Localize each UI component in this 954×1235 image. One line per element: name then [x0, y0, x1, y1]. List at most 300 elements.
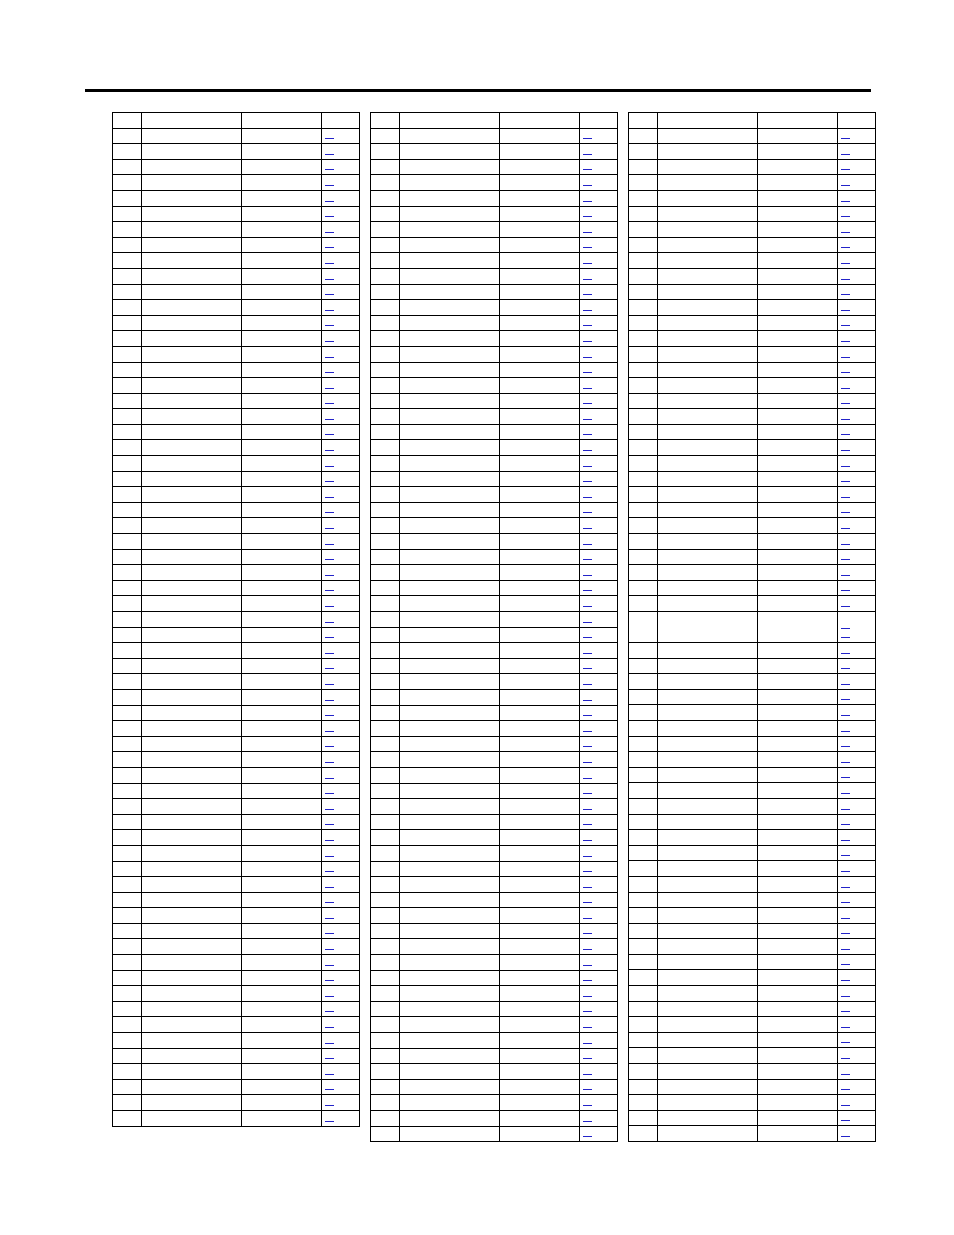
- table-row: [629, 128, 876, 144]
- table-cell: [400, 331, 500, 347]
- table-row: [629, 1001, 876, 1017]
- page-link[interactable]: [841, 809, 850, 810]
- page-link[interactable]: [841, 434, 850, 435]
- page-link[interactable]: [325, 1105, 334, 1106]
- page-link[interactable]: [583, 1027, 592, 1028]
- page-link[interactable]: [841, 310, 850, 311]
- page-link[interactable]: [325, 622, 334, 623]
- table-cell: [242, 596, 322, 612]
- page-link[interactable]: [841, 980, 850, 981]
- page-link[interactable]: [325, 1011, 334, 1012]
- page-link[interactable]: [325, 965, 334, 966]
- page-link[interactable]: [583, 684, 592, 685]
- page-link[interactable]: [841, 746, 850, 747]
- page-link[interactable]: [583, 715, 592, 716]
- page-link[interactable]: [841, 232, 850, 233]
- page-link[interactable]: [325, 793, 334, 794]
- table-cell: [838, 908, 876, 924]
- page-link[interactable]: [841, 201, 850, 202]
- page-link[interactable]: [583, 185, 592, 186]
- page-link[interactable]: [583, 778, 592, 779]
- page-link[interactable]: [325, 279, 334, 280]
- page-link[interactable]: [841, 247, 850, 248]
- table-cell: [242, 222, 322, 238]
- page-link[interactable]: [841, 403, 850, 404]
- page-link[interactable]: [841, 1011, 850, 1012]
- table-cell: [580, 1126, 618, 1142]
- page-link[interactable]: [583, 403, 592, 404]
- page-link[interactable]: [841, 684, 850, 685]
- table-cell: [242, 206, 322, 222]
- page-link[interactable]: [841, 279, 850, 280]
- page-link[interactable]: [583, 341, 592, 342]
- page-link[interactable]: [583, 980, 592, 981]
- table-cell: [838, 1048, 876, 1064]
- page-link[interactable]: [583, 154, 592, 155]
- table-row: [629, 268, 876, 284]
- page-link[interactable]: [841, 419, 850, 420]
- page-link[interactable]: [583, 294, 592, 295]
- page-link[interactable]: [325, 715, 334, 716]
- page-link[interactable]: [841, 528, 850, 529]
- page-link[interactable]: [841, 154, 850, 155]
- table-row: [113, 580, 360, 596]
- page-link[interactable]: [325, 1121, 334, 1122]
- table-row: [371, 970, 618, 986]
- page-link[interactable]: [841, 855, 850, 856]
- page-link[interactable]: [583, 949, 592, 950]
- table-row: [629, 440, 876, 456]
- page-link[interactable]: [325, 700, 334, 701]
- table-cell: [142, 190, 242, 206]
- page-link[interactable]: [325, 637, 334, 638]
- table-row: [113, 362, 360, 378]
- page-link[interactable]: [325, 434, 334, 435]
- page-link[interactable]: [841, 481, 850, 482]
- page-link[interactable]: [325, 169, 334, 170]
- page-link[interactable]: [583, 887, 592, 888]
- page-link[interactable]: [325, 544, 334, 545]
- page-link[interactable]: [325, 668, 334, 669]
- page-link[interactable]: [325, 450, 334, 451]
- page-link[interactable]: [325, 887, 334, 888]
- page-link[interactable]: [325, 357, 334, 358]
- page-link[interactable]: [841, 668, 850, 669]
- page-link[interactable]: [325, 902, 334, 903]
- page-link[interactable]: [841, 263, 850, 264]
- table-cell: [838, 284, 876, 300]
- page-link[interactable]: [325, 232, 334, 233]
- page-link[interactable]: [583, 325, 592, 326]
- page-link[interactable]: [583, 933, 592, 934]
- page-link[interactable]: [841, 996, 850, 997]
- table-cell: [242, 424, 322, 440]
- page-link[interactable]: [841, 653, 850, 654]
- table-cell: [371, 658, 400, 674]
- page-link[interactable]: [583, 793, 592, 794]
- page-link[interactable]: [325, 325, 334, 326]
- page-link[interactable]: [583, 434, 592, 435]
- page-link[interactable]: [841, 918, 850, 919]
- table-cell: [580, 689, 618, 705]
- table-cell: [658, 190, 758, 206]
- page-link[interactable]: [583, 372, 592, 373]
- page-link[interactable]: [841, 1074, 850, 1075]
- page-link[interactable]: [325, 856, 334, 857]
- page-link[interactable]: [841, 1136, 850, 1137]
- page-link[interactable]: [583, 762, 592, 763]
- page-link[interactable]: [325, 824, 334, 825]
- page-link[interactable]: [841, 512, 850, 513]
- table-cell: [758, 284, 838, 300]
- page-link[interactable]: [325, 185, 334, 186]
- page-link[interactable]: [841, 887, 850, 888]
- page-link[interactable]: [583, 1011, 592, 1012]
- table-row: [371, 627, 618, 643]
- page-link[interactable]: [583, 902, 592, 903]
- page-link[interactable]: [841, 840, 850, 841]
- page-link[interactable]: [583, 871, 592, 872]
- page-link[interactable]: [583, 637, 592, 638]
- page-link[interactable]: [325, 263, 334, 264]
- page-link[interactable]: [325, 762, 334, 763]
- page-link[interactable]: [325, 247, 334, 248]
- page-link[interactable]: [325, 918, 334, 919]
- table-row: [113, 689, 360, 705]
- page-link[interactable]: [583, 279, 592, 280]
- page-link[interactable]: [583, 590, 592, 591]
- table-row: [113, 1111, 360, 1127]
- page-link[interactable]: [841, 715, 850, 716]
- table-row: [113, 331, 360, 347]
- page-link[interactable]: [583, 1121, 592, 1122]
- table-cell: [242, 440, 322, 456]
- table-cell: [371, 237, 400, 253]
- page-link[interactable]: [841, 357, 850, 358]
- page-link[interactable]: [841, 294, 850, 295]
- table-cell: [658, 471, 758, 487]
- page-link[interactable]: [583, 1058, 592, 1059]
- table-row: [629, 113, 876, 129]
- table-cell: [758, 752, 838, 768]
- page-link[interactable]: [325, 653, 334, 654]
- page-link[interactable]: [583, 1089, 592, 1090]
- page-link[interactable]: [583, 1105, 592, 1106]
- table-cell: [580, 674, 618, 690]
- page-link[interactable]: [325, 809, 334, 810]
- page-link[interactable]: [583, 466, 592, 467]
- page-link[interactable]: [325, 746, 334, 747]
- table-cell: [500, 284, 580, 300]
- table-cell: [500, 456, 580, 472]
- page-link[interactable]: [841, 949, 850, 950]
- page-link[interactable]: [583, 201, 592, 202]
- page-link[interactable]: [841, 138, 850, 139]
- table-cell: [322, 518, 360, 534]
- table-cell: [242, 1001, 322, 1017]
- page-link[interactable]: [583, 1136, 592, 1137]
- page-link[interactable]: [325, 310, 334, 311]
- table-cell: [658, 720, 758, 736]
- page-link[interactable]: [583, 481, 592, 482]
- page-link[interactable]: [841, 590, 850, 591]
- page-link[interactable]: [325, 980, 334, 981]
- table-cell: [371, 1017, 400, 1033]
- page-link[interactable]: [325, 559, 334, 560]
- table-row: [629, 674, 876, 690]
- table-row: [371, 409, 618, 425]
- table-cell: [371, 565, 400, 581]
- page-link[interactable]: [841, 185, 850, 186]
- page-link[interactable]: [325, 933, 334, 934]
- page-link[interactable]: [583, 310, 592, 311]
- page-link[interactable]: [841, 824, 850, 825]
- page-link[interactable]: [841, 388, 850, 389]
- table-cell: [758, 689, 838, 705]
- page-link[interactable]: [583, 606, 592, 607]
- table-row: [371, 1095, 618, 1111]
- page-link[interactable]: [325, 1058, 334, 1059]
- page-link[interactable]: [583, 247, 592, 248]
- page-link[interactable]: [841, 762, 850, 763]
- table-cell: [113, 502, 142, 518]
- table-cell: [758, 954, 838, 970]
- page-link[interactable]: [325, 840, 334, 841]
- table-cell: [629, 315, 658, 331]
- table-cell: [838, 346, 876, 362]
- page-link[interactable]: [841, 699, 850, 700]
- table-cell: [400, 128, 500, 144]
- table-cell: [758, 845, 838, 861]
- page-link[interactable]: [841, 169, 850, 170]
- page-link[interactable]: [325, 606, 334, 607]
- page-link[interactable]: [841, 1027, 850, 1028]
- table-cell: [500, 627, 580, 643]
- page-link[interactable]: [583, 746, 592, 747]
- table-cell: [758, 315, 838, 331]
- table-cell: [758, 440, 838, 456]
- page-link[interactable]: [841, 637, 850, 638]
- table-row: [113, 612, 360, 628]
- table-cell: [142, 253, 242, 269]
- page-link[interactable]: [583, 918, 592, 919]
- page-link[interactable]: [841, 793, 850, 794]
- page-link[interactable]: [325, 528, 334, 529]
- page-link[interactable]: [583, 809, 592, 810]
- table-cell: [400, 736, 500, 752]
- page-link[interactable]: [583, 1043, 592, 1044]
- table-cell: [580, 1017, 618, 1033]
- page-link[interactable]: [583, 700, 592, 701]
- page-link[interactable]: [583, 653, 592, 654]
- page-link[interactable]: [841, 497, 850, 498]
- table-cell: [322, 378, 360, 394]
- page-link[interactable]: [325, 294, 334, 295]
- page-link[interactable]: [583, 450, 592, 451]
- page-link[interactable]: [583, 840, 592, 841]
- table-row: [629, 845, 876, 861]
- table-cell: [371, 892, 400, 908]
- page-link[interactable]: [583, 668, 592, 669]
- page-link[interactable]: [325, 1089, 334, 1090]
- table-cell: [629, 861, 658, 877]
- table-cell: [838, 674, 876, 690]
- page-link[interactable]: [325, 575, 334, 576]
- page-link[interactable]: [841, 559, 850, 560]
- page-link[interactable]: [325, 731, 334, 732]
- table-cell: [371, 268, 400, 284]
- table-cell: [322, 1017, 360, 1033]
- page-link[interactable]: [841, 466, 850, 467]
- table-cell: [371, 284, 400, 300]
- page-link[interactable]: [841, 628, 850, 629]
- table-cell: [758, 986, 838, 1002]
- page-link[interactable]: [325, 996, 334, 997]
- page-link[interactable]: [325, 684, 334, 685]
- page-link[interactable]: [325, 388, 334, 389]
- page-link[interactable]: [325, 466, 334, 467]
- table-cell: [113, 300, 142, 316]
- page-link[interactable]: [583, 216, 592, 217]
- page-link[interactable]: [325, 481, 334, 482]
- table-row: [113, 705, 360, 721]
- page-link[interactable]: [325, 403, 334, 404]
- page-link[interactable]: [583, 263, 592, 264]
- page-link[interactable]: [583, 996, 592, 997]
- page-link[interactable]: [583, 512, 592, 513]
- page-link[interactable]: [841, 1105, 850, 1106]
- page-link[interactable]: [325, 341, 334, 342]
- table-cell: [658, 892, 758, 908]
- page-link[interactable]: [325, 201, 334, 202]
- table-cell: [758, 1064, 838, 1080]
- page-link[interactable]: [325, 154, 334, 155]
- table-cell: [629, 892, 658, 908]
- page-link[interactable]: [841, 450, 850, 451]
- page-link[interactable]: [583, 528, 592, 529]
- page-link[interactable]: [583, 138, 592, 139]
- page-link[interactable]: [841, 341, 850, 342]
- table-cell: [658, 674, 758, 690]
- page-link[interactable]: [841, 372, 850, 373]
- table-cell: [142, 970, 242, 986]
- table-cell: [629, 908, 658, 924]
- table-cell: [629, 128, 658, 144]
- table-cell: [838, 705, 876, 721]
- page-link[interactable]: [325, 778, 334, 779]
- page-link[interactable]: [325, 949, 334, 950]
- table-cell: [242, 767, 322, 783]
- page-link[interactable]: [841, 1042, 850, 1043]
- page-link[interactable]: [583, 169, 592, 170]
- page-link[interactable]: [583, 388, 592, 389]
- page-link[interactable]: [583, 856, 592, 857]
- page-link[interactable]: [583, 232, 592, 233]
- page-link[interactable]: [841, 216, 850, 217]
- table-row: [371, 955, 618, 971]
- page-link[interactable]: [583, 544, 592, 545]
- page-link[interactable]: [583, 622, 592, 623]
- table-cell: [580, 378, 618, 394]
- page-link[interactable]: [583, 559, 592, 560]
- page-link[interactable]: [325, 871, 334, 872]
- page-link[interactable]: [841, 777, 850, 778]
- page-link[interactable]: [583, 965, 592, 966]
- table-row: [629, 409, 876, 425]
- page-link[interactable]: [583, 419, 592, 420]
- page-link[interactable]: [841, 902, 850, 903]
- page-link[interactable]: [325, 497, 334, 498]
- table-cell: [580, 222, 618, 238]
- page-link[interactable]: [325, 216, 334, 217]
- table-cell: [371, 736, 400, 752]
- page-link[interactable]: [841, 325, 850, 326]
- table-cell: [242, 378, 322, 394]
- table-cell: [113, 752, 142, 768]
- page-link[interactable]: [841, 1058, 850, 1059]
- page-link[interactable]: [841, 575, 850, 576]
- page-link[interactable]: [841, 933, 850, 934]
- page-link[interactable]: [841, 544, 850, 545]
- table-cell: [758, 1048, 838, 1064]
- table-cell: [580, 1064, 618, 1080]
- page-link[interactable]: [841, 1120, 850, 1121]
- page-link[interactable]: [583, 1074, 592, 1075]
- page-link[interactable]: [583, 575, 592, 576]
- table-cell: [658, 798, 758, 814]
- page-link[interactable]: [325, 1043, 334, 1044]
- table-cell: [400, 565, 500, 581]
- page-link[interactable]: [841, 1089, 850, 1090]
- table-cell: [758, 518, 838, 534]
- page-link[interactable]: [325, 138, 334, 139]
- table-cell: [838, 362, 876, 378]
- page-link[interactable]: [583, 497, 592, 498]
- table-cell: [629, 144, 658, 160]
- table-cell: [758, 456, 838, 472]
- page-link[interactable]: [325, 590, 334, 591]
- table-cell: [629, 253, 658, 269]
- page-link[interactable]: [841, 871, 850, 872]
- table-cell: [838, 175, 876, 191]
- page-link[interactable]: [325, 1027, 334, 1028]
- table-cell: [758, 908, 838, 924]
- page-link[interactable]: [325, 419, 334, 420]
- table-cell: [758, 128, 838, 144]
- page-link[interactable]: [325, 512, 334, 513]
- table-cell: [580, 580, 618, 596]
- table-cell: [371, 689, 400, 705]
- page-link[interactable]: [325, 372, 334, 373]
- table-cell: [142, 955, 242, 971]
- table-row: [629, 424, 876, 440]
- table-cell: [629, 767, 658, 783]
- table-row: [113, 658, 360, 674]
- page-link[interactable]: [841, 964, 850, 965]
- table-row: [113, 908, 360, 924]
- page-link[interactable]: [583, 731, 592, 732]
- page-link[interactable]: [841, 731, 850, 732]
- table-cell: [113, 892, 142, 908]
- page-link[interactable]: [325, 1074, 334, 1075]
- page-link[interactable]: [841, 606, 850, 607]
- table-cell: [838, 689, 876, 705]
- page-link[interactable]: [583, 357, 592, 358]
- table-row: [371, 643, 618, 659]
- table-cell: [242, 970, 322, 986]
- page-link[interactable]: [583, 824, 592, 825]
- table-cell: [371, 315, 400, 331]
